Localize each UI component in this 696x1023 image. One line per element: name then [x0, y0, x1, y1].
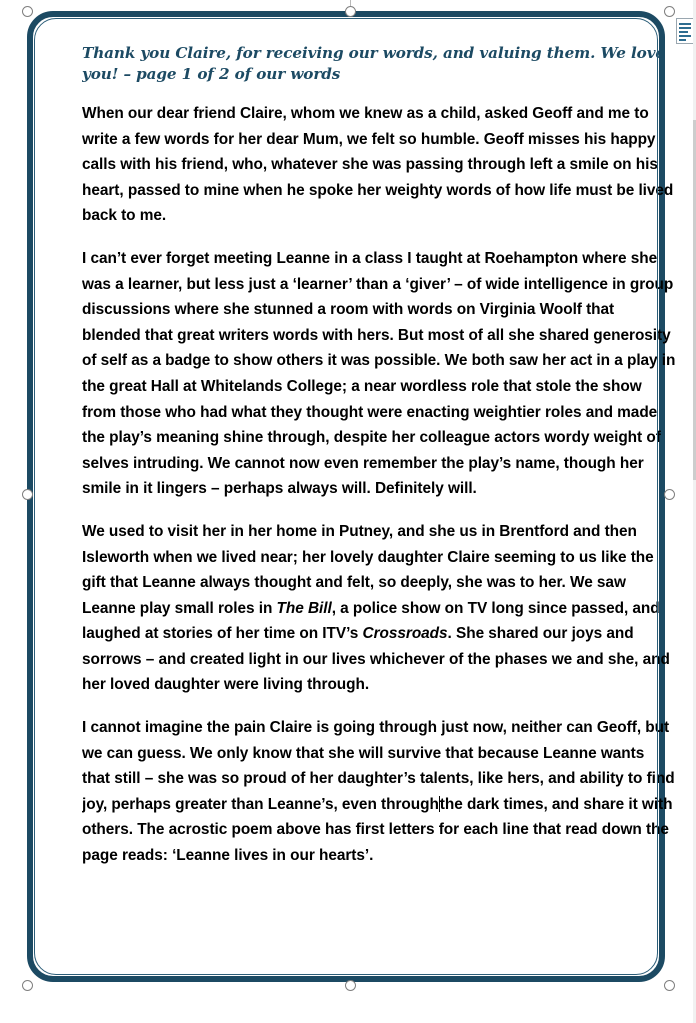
paragraph-3	[82, 519, 676, 698]
paragraph-3-part-c: . She shared our joys and sorrows – and created light in our lives whichever of the phases we and she, and her loved daughter were living through.	[82, 625, 670, 694]
paragraph-3-part-b: , a police show on TV long since passed, and laughed at stories of her time on ITV’s	[82, 599, 660, 643]
show-title-the-bill: The Bill	[276, 599, 332, 617]
resize-handle-middle-left[interactable]	[22, 489, 33, 500]
outline-line-4	[679, 35, 691, 37]
paragraph-3-part-a: We used to visit her in her home in Putney, and she us in Brentford and then Isleworth when we lived near; her lovely daughter Claire seeming to us like the gift that Leanne always thought and felt, so deeply, she was to her. We saw Leanne play small roles in	[82, 522, 654, 617]
resize-handle-top-left[interactable]	[22, 6, 33, 17]
outline-line-2	[679, 27, 691, 29]
document-heading: Thank you Claire, for receiving our words, and valuing them. We love you! – page 1 of 2 of our words	[82, 44, 665, 83]
resize-handle-bottom-left[interactable]	[22, 980, 33, 991]
show-title-crossroads: Crossroads	[362, 625, 448, 643]
resize-handle-bottom-right[interactable]	[664, 980, 675, 991]
outline-line-1	[679, 23, 691, 25]
decorative-text-box-frame[interactable]	[27, 11, 676, 982]
document-content[interactable]	[82, 43, 678, 983]
paragraph-4	[82, 715, 676, 869]
resize-handle-top-center[interactable]	[345, 6, 356, 17]
resize-handle-middle-right[interactable]	[664, 489, 675, 500]
paragraph-4-part-a: I cannot imagine the pain Claire is going through just now, neither can Geoff, but we can guess. We only know that she will survive that because Leanne wants that still – she was so proud of her daughter’s talents, like hers, and ability to find joy, perhaps greater than Leanne’s, even through	[82, 719, 675, 813]
paragraph-4-part-b: the dark times, and share it with others. The acrostic poem above has first letters for each line that read down the page reads: ‘Leanne lives in our hearts’.	[82, 795, 673, 865]
paragraph-2: I can’t ever forget meeting Leanne in a class I taught at Roehampton where she was a learner, but less just a ‘learner’ than a ‘giver’ – of wide intelligence in group discussions where she stunned a room with words on Virginia Woolf that blended that great writers words with hers. But most of all she shared generosity of self as a badge to show others it was possible. We both saw her act in a play in the great Hall at Whitelands College; a near wordless role that stole the show from those who had what they thought were enacting weightier roles and made the play’s meaning shine through, despite her colleague actors wordy weight of selves intruding. We cannot now even remember the play’s name, though her smile in it lingers – perhaps always will. Definitely will.	[82, 249, 676, 498]
resize-handle-bottom-center[interactable]	[345, 980, 356, 991]
outline-line-5	[679, 39, 686, 41]
document-outline-icon[interactable]	[676, 18, 694, 44]
outline-line-3	[679, 31, 688, 33]
paragraph-1: When our dear friend Claire, whom we knew as a child, asked Geoff and me to write a few words for her dear Mum, we felt so humble. Geoff misses his happy calls with his friend, who, whatever she was passing through left a smile on his heart, passed to mine when he spoke her weighty words of how life must be lived back to me.	[82, 105, 674, 225]
resize-handle-top-right[interactable]	[664, 6, 675, 17]
